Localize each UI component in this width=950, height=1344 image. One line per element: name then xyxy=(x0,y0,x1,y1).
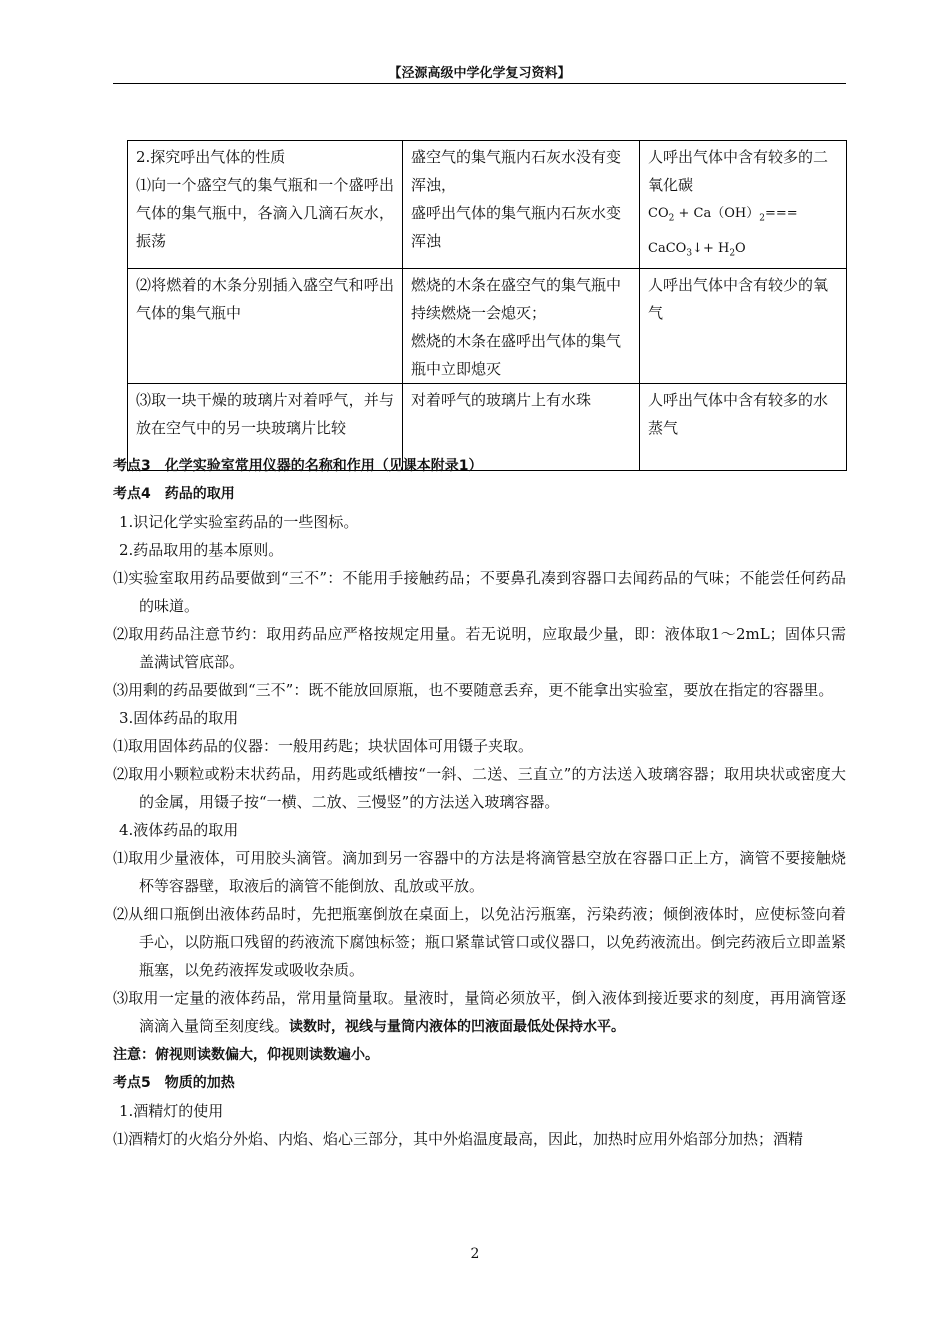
formula-subscript: 2 xyxy=(668,213,675,224)
cell-line: ⑴向一个盛空气的集气瓶和一个盛呼出气体的集气瓶中，各滴入几滴石灰水，振荡 xyxy=(136,176,394,250)
table-row xyxy=(128,141,847,269)
list-item: ⑴取用少量液体，可用胶头滴管。滴加到另一容器中的方法是将滴管悬空放在容器口正上方，滴管不要接触烧杯等容器壁，取液后的滴管不能倒放、乱放或平放。 xyxy=(113,849,846,895)
list-item xyxy=(113,984,846,1041)
paragraph: 3.固体药品的取用 xyxy=(119,709,239,727)
formula-part: CaCO xyxy=(648,240,687,256)
formula-subscript: 2 xyxy=(729,248,736,259)
cell-line: 人呼出气体中含有较少的氧气 xyxy=(648,276,829,323)
cell-line: 燃烧的木条在盛空气的集气瓶中持续燃烧一会熄灭； xyxy=(411,276,622,323)
table-cell xyxy=(128,141,403,269)
cell-line: 人呼出气体中含有较多的二氧化碳 xyxy=(648,148,829,194)
chemical-equation xyxy=(648,199,838,268)
cell-line: ⑶取一块干燥的玻璃片对着呼气，并与放在空气中的另一块玻璃片比较 xyxy=(136,391,394,438)
formula-part: === xyxy=(764,206,798,221)
list-item-text: ⑶取用一定量的液体药品，常用量筒量取。量液时，量筒必须放平，倒入液体到接近要求的刻度，再用滴管逐滴滴入量筒至刻度线。 xyxy=(113,989,846,1035)
list-item: ⑵取用小颗粒或粉末状药品，用药匙或纸槽按“一斜、二送、三直立”的方法送入玻璃容器；取用块状或密度大的金属，用镊子按“一横、二放、三慢竖”的方法送入玻璃容器。 xyxy=(113,765,846,811)
cell-line: ⑵将燃着的木条分别插入盛空气和呼出气体的集气瓶中 xyxy=(136,276,394,323)
page-number: 2 xyxy=(470,1246,480,1262)
formula-part: CO xyxy=(648,206,669,221)
list-item: ⑴实验室取用药品要做到“三不”：不能用手接触药品；不要鼻孔凑到容器口去闻药品的气味；不能尝任何药品的味道。 xyxy=(113,569,846,615)
table-cell xyxy=(128,269,403,384)
emphasis-text: 读数时，视线与量筒内液体的凹液面最低处保持水平。 xyxy=(289,1019,626,1035)
section-heading: 考点3 化学实验室常用仪器的名称和作用（见课本附录1） xyxy=(113,458,483,474)
cell-line: 盛呼出气体的集气瓶内石灰水变浑浊 xyxy=(411,204,622,250)
section-heading: 考点4 药品的取用 xyxy=(113,486,235,502)
paragraph: 1.酒精灯的使用 xyxy=(119,1102,224,1120)
cell-line: 盛空气的集气瓶内石灰水没有变浑浊， xyxy=(411,148,622,194)
note: 注意：俯视则读数偏大，仰视则读数遍小。 xyxy=(113,1047,379,1063)
list-item: ⑴酒精灯的火焰分外焰、内焰、焰心三部分，其中外焰温度最高，因此，加热时应用外焰部分加热；酒精 xyxy=(113,1130,804,1148)
paragraph: 4.液体药品的取用 xyxy=(119,821,239,839)
list-item: ⑵取用药品注意节约：取用药品应严格按规定用量。若无说明，应取最少量，即：液体取1～2mL；固体只需盖满试管底部。 xyxy=(113,625,846,671)
experiment-table xyxy=(127,140,847,471)
formula-subscript: 2 xyxy=(759,213,765,224)
table-cell xyxy=(403,269,640,384)
list-item: ⑴取用固体药品的仪器：一般用药匙；块状固体可用镊子夹取。 xyxy=(113,737,534,755)
formula-subscript: 3 xyxy=(686,248,693,259)
table-row xyxy=(128,269,847,384)
table-cell xyxy=(403,141,640,269)
document-body xyxy=(113,452,846,1153)
paragraph: 2.药品取用的基本原则。 xyxy=(119,541,284,559)
formula-part: O xyxy=(735,240,746,256)
list-item: ⑶用剩的药品要做到“三不”：既不能放回原瓶，也不要随意丢弃，更不能拿出实验室，要放在指定的容器里。 xyxy=(113,681,834,699)
list-item: ⑵从细口瓶倒出液体药品时，先把瓶塞倒放在桌面上，以免沾污瓶塞，污染药液；倾倒液体时，应使标签向着手心，以防瓶口残留的药液流下腐蚀标签；瓶口紧靠试管口或仪器口，以免药液流出。倒完药液后立即盖紧瓶塞，以免药液挥发或吸收杂质。 xyxy=(113,905,846,979)
header-rule xyxy=(113,83,846,84)
formula-part: ↓+ H xyxy=(692,240,730,256)
document-header: 【泾源高级中学化学复习资料】 xyxy=(388,66,571,81)
table-cell xyxy=(640,141,847,269)
paragraph: 1.识记化学实验室药品的一些图标。 xyxy=(119,513,359,531)
table-cell xyxy=(640,269,847,384)
cell-line: 人呼出气体中含有较多的水蒸气 xyxy=(648,391,829,438)
cell-line: 对着呼气的玻璃片上有水珠 xyxy=(411,391,592,410)
section-heading: 考点5 物质的加热 xyxy=(113,1075,235,1091)
cell-line: 燃烧的木条在盛呼出气体的集气瓶中立即熄灭 xyxy=(411,332,622,379)
cell-line: 2.探究呼出气体的性质 xyxy=(136,148,286,166)
formula-part: + Ca（OH） xyxy=(674,206,760,221)
